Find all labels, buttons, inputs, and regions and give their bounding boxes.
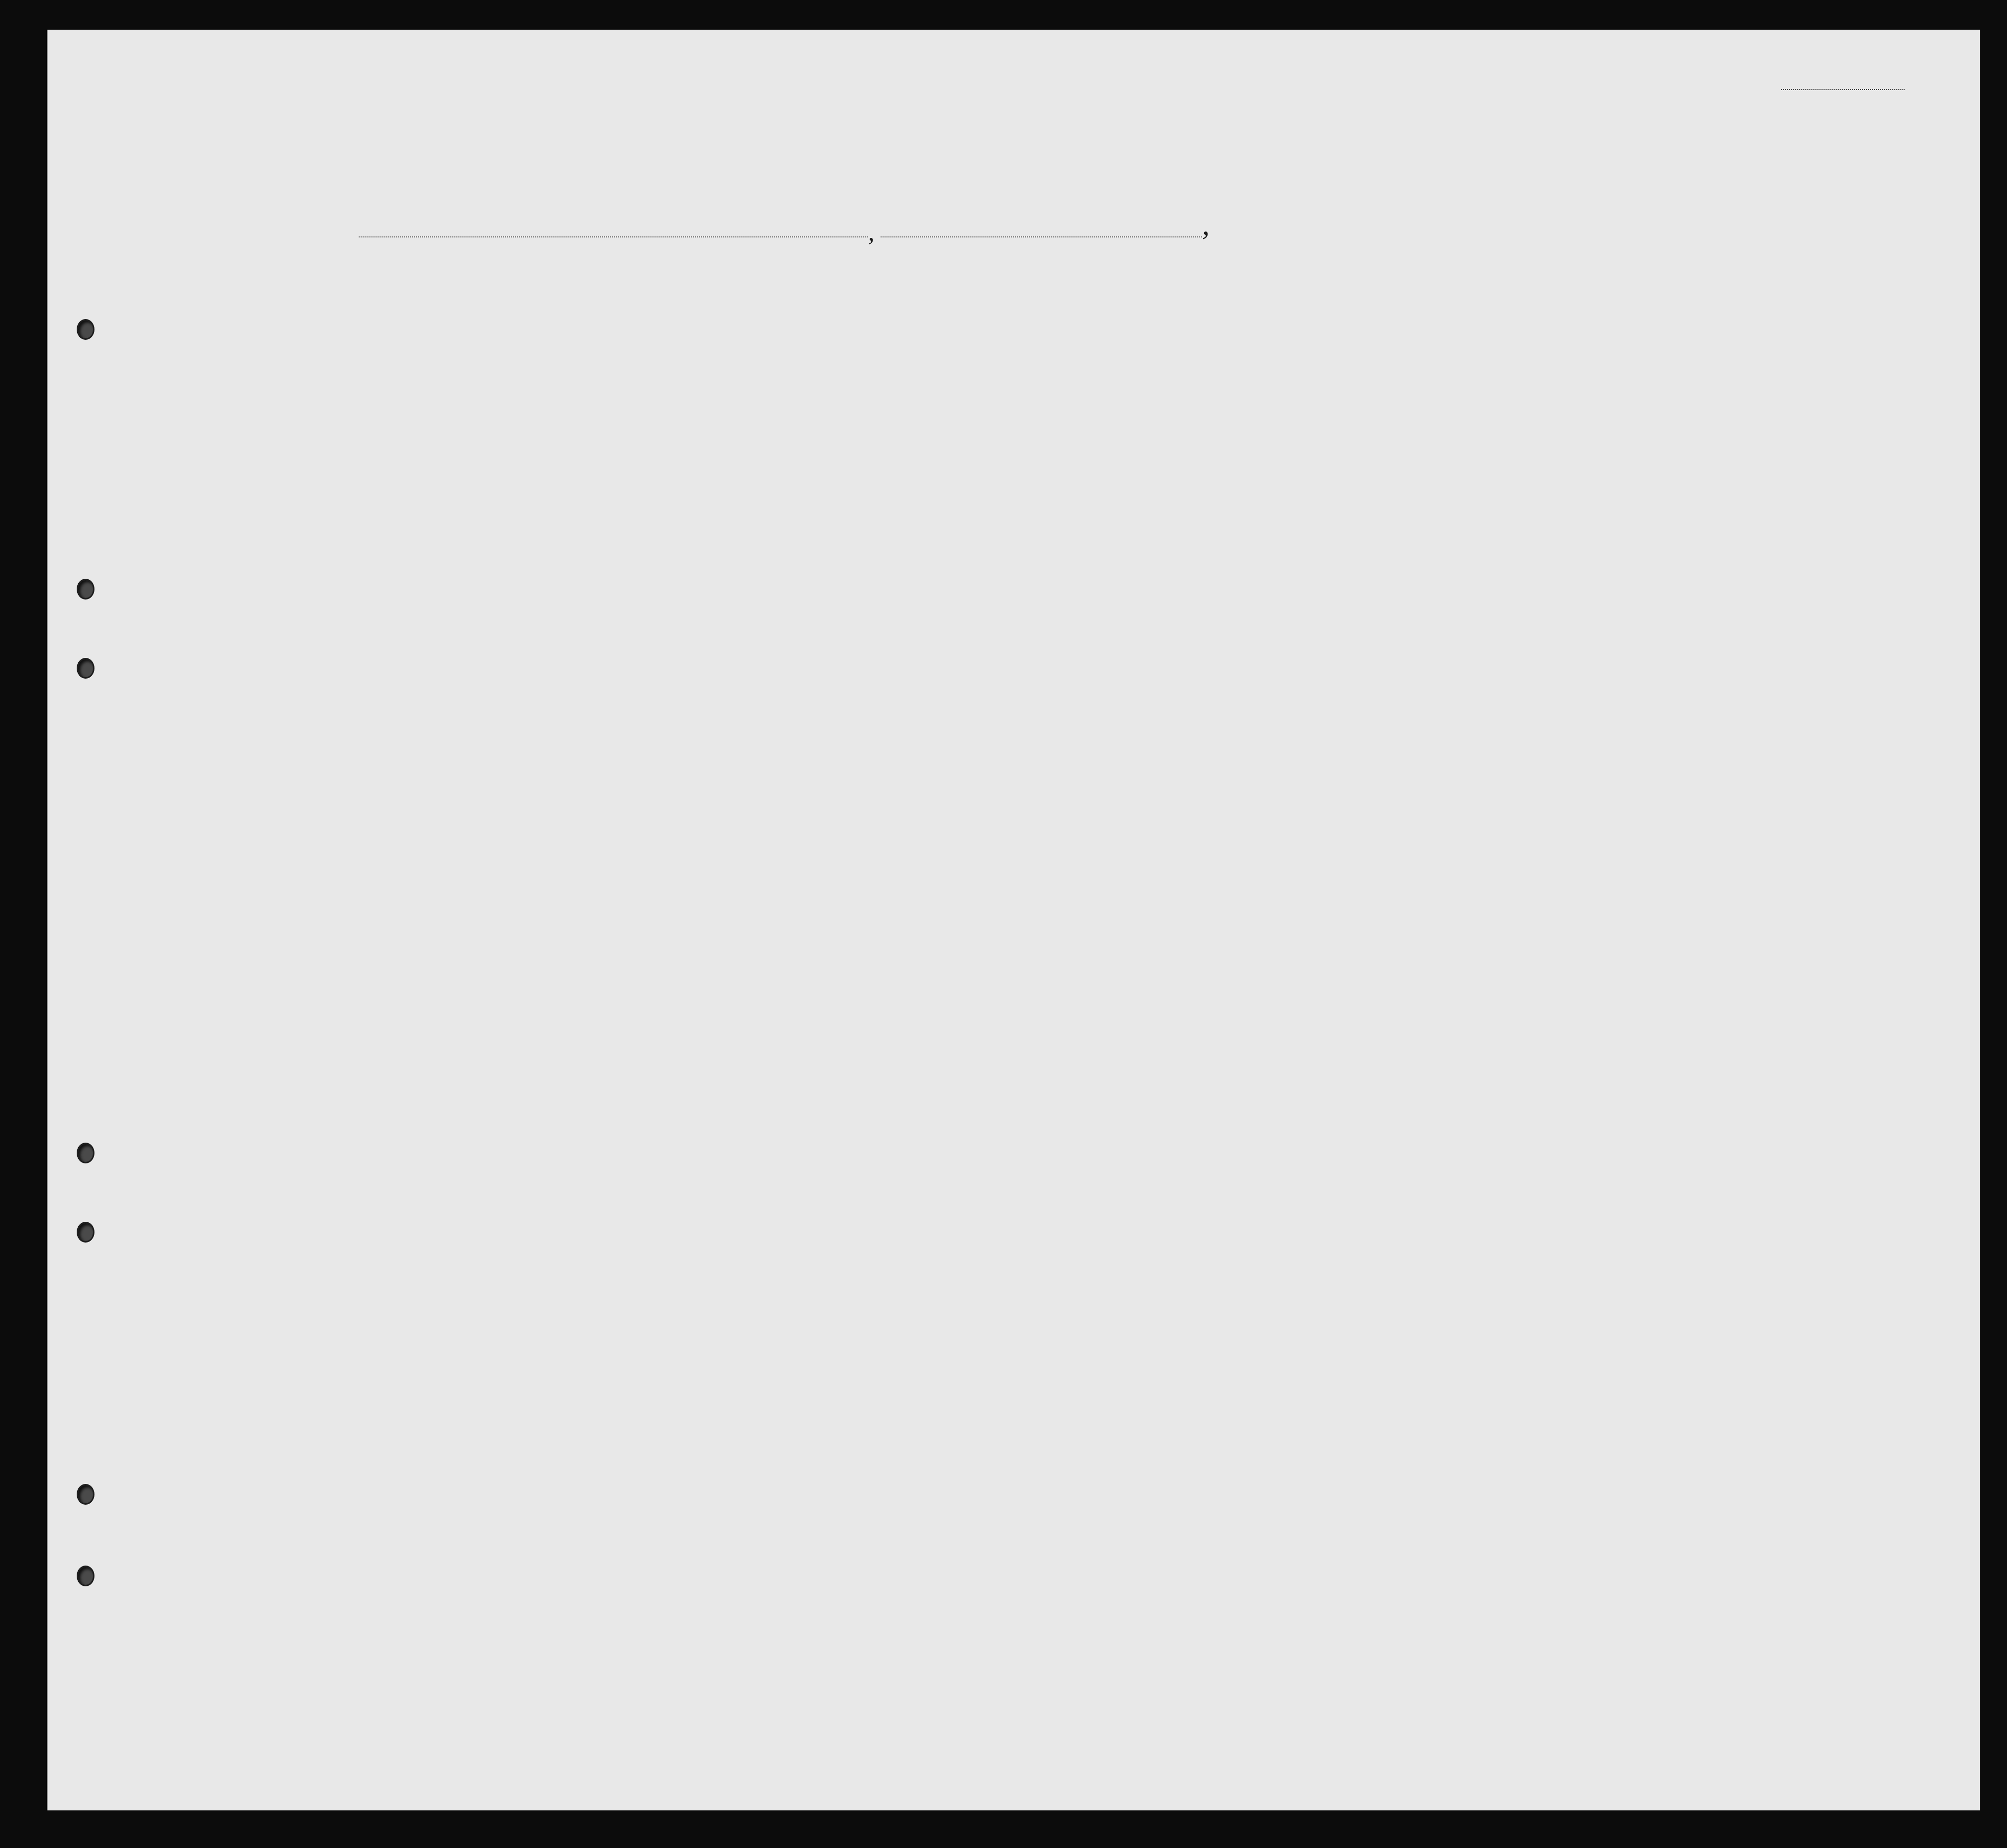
col-inches [1667,381,1678,420]
col-length-of-stay [1207,314,1222,420]
col-polygamist [1334,303,1348,421]
col-citizen-intent [1264,314,1279,420]
col-deported [1479,303,1499,421]
col-anarchist [1363,303,1377,421]
col-question-28 [1391,303,1428,421]
col-possession [717,303,739,421]
col-ticket [596,303,621,421]
col-labor-offer [1437,303,1462,421]
year-prefix: , [1202,208,1210,241]
comma-1: , [868,218,875,246]
col-prison [1295,303,1315,421]
col-return-intent [1150,314,1165,420]
